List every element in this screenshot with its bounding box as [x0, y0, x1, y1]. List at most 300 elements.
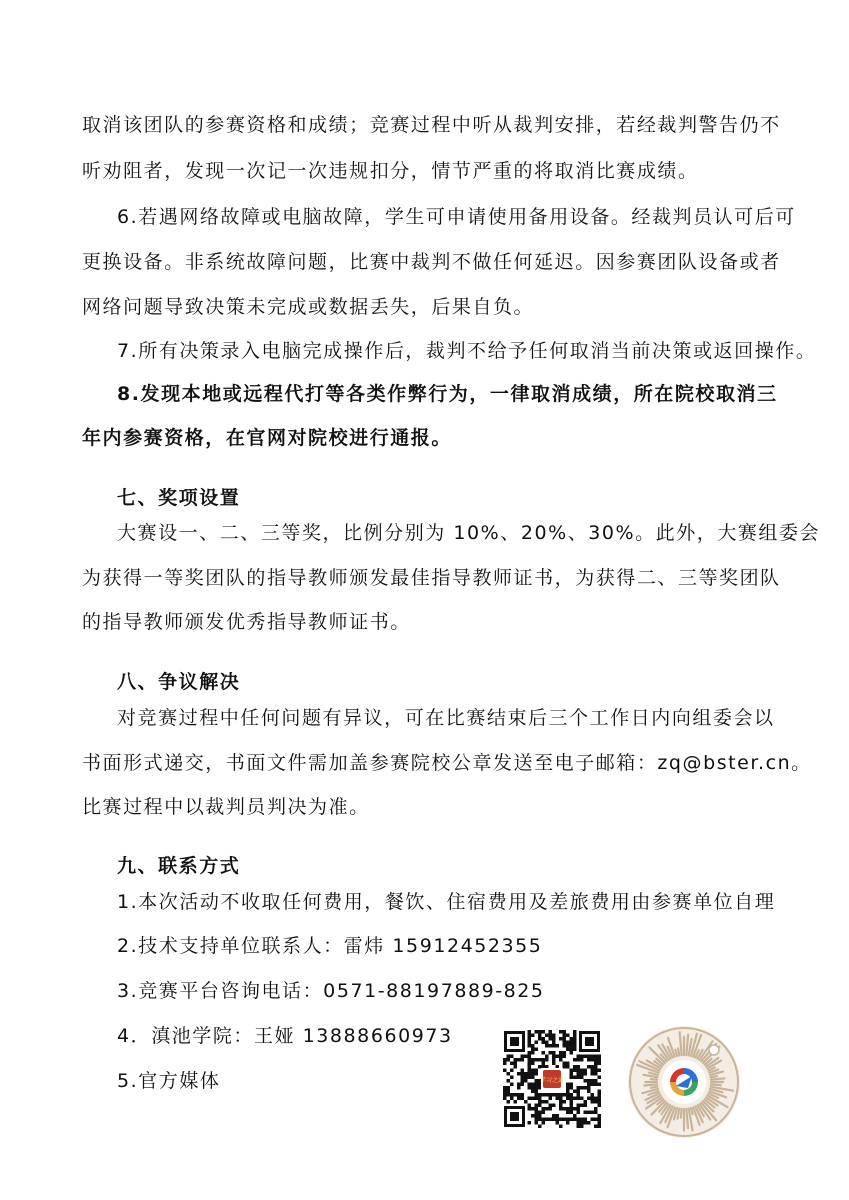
- qr-module: [587, 1065, 591, 1069]
- qr-module: [517, 1083, 521, 1087]
- qr-module: [521, 1079, 525, 1083]
- mini-program-ray: [681, 1109, 682, 1118]
- qr-module: [535, 1058, 539, 1062]
- qr-module: [573, 1048, 577, 1052]
- qr-module: [545, 1034, 549, 1038]
- qr-module: [577, 1125, 581, 1129]
- qr-module: [531, 1083, 535, 1087]
- qr-module: [559, 1107, 563, 1111]
- qr-module: [549, 1118, 553, 1122]
- qr-module: [591, 1058, 595, 1062]
- qr-module: [591, 1083, 595, 1087]
- qr-module: [549, 1037, 553, 1041]
- qr-module: [545, 1058, 549, 1062]
- awards-line: 为获得一等奖团队的指导教师颁发最佳指导教师证书，为获得二、三等奖团队: [82, 567, 781, 589]
- qr-module: [594, 1111, 598, 1115]
- qr-module: [531, 1051, 535, 1055]
- qr-module: [535, 1072, 539, 1076]
- qr-module: [531, 1097, 535, 1101]
- qr-module: [503, 1058, 507, 1062]
- qr-module: [542, 1118, 546, 1122]
- qr-module: [535, 1069, 539, 1073]
- qr-module: [503, 1086, 507, 1090]
- qr-module: [580, 1069, 584, 1073]
- qr-module: [528, 1107, 532, 1111]
- qr-module: [535, 1090, 539, 1094]
- qr-module: [577, 1111, 581, 1115]
- qr-module: [577, 1121, 581, 1125]
- qr-module: [577, 1104, 581, 1108]
- qr-module: [587, 1083, 591, 1087]
- contact-item: 5.官方媒体: [117, 1070, 221, 1092]
- mini-program-logo: [670, 1068, 698, 1096]
- qr-module: [507, 1072, 511, 1076]
- qr-module: [552, 1034, 556, 1038]
- qr-module: [594, 1097, 598, 1101]
- qr-module: [514, 1062, 518, 1066]
- qr-module: [542, 1121, 546, 1125]
- qr-module: [587, 1086, 591, 1090]
- qr-module: [591, 1072, 595, 1076]
- qr-module: [591, 1055, 595, 1059]
- qr-module: [556, 1097, 560, 1101]
- qr-module: [563, 1107, 567, 1111]
- qr-module: [570, 1107, 574, 1111]
- mini-program-ray: [678, 1048, 679, 1055]
- qr-module: [594, 1069, 598, 1073]
- qr-module: [538, 1118, 542, 1122]
- qr-module: [598, 1118, 602, 1122]
- qr-module: [584, 1118, 588, 1122]
- mini-program-ray: [711, 1078, 725, 1079]
- qr-module: [514, 1100, 518, 1104]
- qr-module: [507, 1055, 511, 1059]
- qr-module: [577, 1107, 581, 1111]
- qr-module: [573, 1037, 577, 1041]
- qr-module: [566, 1062, 570, 1066]
- qr-module: [563, 1055, 567, 1059]
- qr-module: [542, 1093, 546, 1097]
- qr-module: [542, 1037, 546, 1041]
- qr-module: [598, 1100, 602, 1104]
- qr-module: [528, 1062, 532, 1066]
- qr-module: [531, 1086, 535, 1090]
- qr-module: [545, 1065, 549, 1069]
- qr-module: [535, 1121, 539, 1125]
- qr-module: [563, 1044, 567, 1048]
- qr-module: [545, 1044, 549, 1048]
- qr-module: [556, 1114, 560, 1118]
- qr-module: [514, 1093, 518, 1097]
- qr-module: [549, 1034, 553, 1038]
- qr-module: [573, 1069, 577, 1073]
- qr-module: [570, 1086, 574, 1090]
- qr-module: [549, 1107, 553, 1111]
- qr-module: [584, 1100, 588, 1104]
- dispute-line: 书面形式递交，书面文件需加盖参赛院校公章发送至电子邮箱：zq@bster.cn。: [82, 752, 812, 774]
- qr-module: [570, 1083, 574, 1087]
- qr-module: [535, 1104, 539, 1108]
- qr-module: [510, 1083, 514, 1087]
- qr-module: [570, 1072, 574, 1076]
- qr-module: [573, 1034, 577, 1038]
- qr-module: [503, 1062, 507, 1066]
- qr-module: [545, 1118, 549, 1122]
- qr-module: [545, 1100, 549, 1104]
- qr-module: [577, 1090, 581, 1094]
- qr-module: [559, 1051, 563, 1055]
- contact-item: 4．滇池学院：王娅 13888660973: [117, 1025, 453, 1047]
- contact-item: 2.技术支持单位联系人：雷炜 15912452355: [117, 935, 543, 957]
- qr-module: [535, 1041, 539, 1045]
- qr-module: [591, 1065, 595, 1069]
- qr-module: [570, 1097, 574, 1101]
- qr-module: [538, 1093, 542, 1097]
- qr-module: [517, 1086, 521, 1090]
- qr-module: [577, 1069, 581, 1073]
- mini-program-corner-icon: [709, 1045, 719, 1055]
- qr-module: [552, 1041, 556, 1045]
- qr-module: [598, 1055, 602, 1059]
- qr-module: [545, 1093, 549, 1097]
- qr-module: [552, 1044, 556, 1048]
- qr-module: [531, 1114, 535, 1118]
- qr-module: [549, 1030, 553, 1034]
- qr-module: [559, 1118, 563, 1122]
- qr-module: [517, 1093, 521, 1097]
- qr-module: [531, 1062, 535, 1066]
- qr-module: [538, 1030, 542, 1034]
- qr-module: [570, 1044, 574, 1048]
- qr-module: [510, 1097, 514, 1101]
- qr-module: [598, 1104, 602, 1108]
- qr-module: [545, 1055, 549, 1059]
- qr-module: [552, 1058, 556, 1062]
- qr-module: [584, 1111, 588, 1115]
- qr-module: [521, 1069, 525, 1073]
- qr-module: [570, 1104, 574, 1108]
- qr-module: [549, 1093, 553, 1097]
- mini-program-ray: [711, 1084, 721, 1085]
- qr-module: [503, 1090, 507, 1094]
- qr-module: [542, 1058, 546, 1062]
- qr-module: [594, 1083, 598, 1087]
- qr-module: [503, 1097, 507, 1101]
- qr-module: [507, 1079, 511, 1083]
- rule-8-line: 年内参赛资格，在官网对院校进行通报。: [82, 427, 452, 449]
- qr-module: [598, 1076, 602, 1080]
- qr-module: [573, 1118, 577, 1122]
- qr-module: [598, 1121, 602, 1125]
- qr-module: [580, 1097, 584, 1101]
- qr-module: [570, 1118, 574, 1122]
- qr-module: [570, 1041, 574, 1045]
- qr-module: [566, 1107, 570, 1111]
- qr-module: [566, 1097, 570, 1101]
- qr-module: [556, 1065, 560, 1069]
- qr-module: [580, 1125, 584, 1129]
- qr-module: [598, 1069, 602, 1073]
- qr-module: [598, 1114, 602, 1118]
- qr-module: [510, 1093, 514, 1097]
- qr-module: [538, 1111, 542, 1115]
- qr-module: [580, 1086, 584, 1090]
- qr-module: [524, 1072, 528, 1076]
- qr-module: [521, 1097, 525, 1101]
- qr-module: [577, 1097, 581, 1101]
- qr-module: [545, 1041, 549, 1045]
- mini-program-ray: [651, 1087, 657, 1088]
- mini-program-ray: [644, 1084, 657, 1085]
- awards-heading: 七、奖项设置: [117, 487, 241, 509]
- qr-module: [591, 1100, 595, 1104]
- qr-module: [559, 1058, 563, 1062]
- qr-module: [591, 1079, 595, 1083]
- qr-module: [573, 1041, 577, 1045]
- qr-module: [514, 1058, 518, 1062]
- qr-module: [587, 1090, 591, 1094]
- qr-module: [535, 1030, 539, 1034]
- qr-module: [528, 1065, 532, 1069]
- text-line: 听劝阻者，发现一次记一次违规扣分，情节严重的将取消比赛成绩。: [82, 160, 699, 182]
- qr-module: [556, 1118, 560, 1122]
- qr-module: [566, 1083, 570, 1087]
- qr-module: [591, 1097, 595, 1101]
- qr-module: [528, 1037, 532, 1041]
- qr-module: [538, 1034, 542, 1038]
- qr-module: [594, 1079, 598, 1083]
- qr-module: [521, 1072, 525, 1076]
- qr-module: [580, 1072, 584, 1076]
- qr-module: [528, 1072, 532, 1076]
- qr-module: [535, 1079, 539, 1083]
- qr-module: [528, 1104, 532, 1108]
- qr-module: [570, 1037, 574, 1041]
- qr-module: [507, 1100, 511, 1104]
- qr-module: [594, 1065, 598, 1069]
- qr-module: [503, 1093, 507, 1097]
- qr-module: [570, 1048, 574, 1052]
- qr-module: [521, 1093, 525, 1097]
- qr-module: [538, 1104, 542, 1108]
- contact-item: 3.竞赛平台咨询电话：0571-88197889-825: [117, 980, 545, 1002]
- qr-module: [531, 1107, 535, 1111]
- qr-module: [552, 1062, 556, 1066]
- qr-module: [570, 1100, 574, 1104]
- qr-module: [559, 1097, 563, 1101]
- qr-module: [587, 1058, 591, 1062]
- qr-module: [524, 1079, 528, 1083]
- qr-module: [580, 1076, 584, 1080]
- qr-module: [556, 1093, 560, 1097]
- qr-module: [528, 1083, 532, 1087]
- qr-module: [521, 1083, 525, 1087]
- qr-module: [580, 1118, 584, 1122]
- qr-module: [563, 1093, 567, 1097]
- dispute-line: 比赛过程中以裁判员判决为准。: [82, 796, 370, 818]
- qr-module: [517, 1097, 521, 1101]
- qr-module: [510, 1069, 514, 1073]
- qr-module: [584, 1086, 588, 1090]
- qr-module: [577, 1065, 581, 1069]
- qr-module: [559, 1125, 563, 1129]
- qr-module: [580, 1104, 584, 1108]
- qr-module: [591, 1118, 595, 1122]
- qr-module: [566, 1041, 570, 1045]
- qr-module: [528, 1069, 532, 1073]
- qr-module: [535, 1048, 539, 1052]
- qr-module: [580, 1121, 584, 1125]
- qr-module: [538, 1125, 542, 1129]
- qr-module: [594, 1058, 598, 1062]
- qr-module: [594, 1072, 598, 1076]
- qr-module: [528, 1058, 532, 1062]
- text-line: 取消该团队的参赛资格和成绩；竞赛过程中听从裁判安排，若经裁判警告仍不: [82, 114, 781, 136]
- qr-module: [507, 1090, 511, 1094]
- qr-module: [542, 1111, 546, 1115]
- qr-module: [573, 1114, 577, 1118]
- qr-module: [566, 1118, 570, 1122]
- qr-module: [584, 1121, 588, 1125]
- qr-module: [503, 1069, 507, 1073]
- qr-module: [570, 1051, 574, 1055]
- qr-module: [559, 1055, 563, 1059]
- qr-module: [535, 1093, 539, 1097]
- qr-module: [573, 1107, 577, 1111]
- qr-module: [587, 1097, 591, 1101]
- qr-module: [598, 1097, 602, 1101]
- qr-module: [566, 1044, 570, 1048]
- qr-module: [577, 1055, 581, 1059]
- qr-module: [538, 1086, 542, 1090]
- qr-code-image: [503, 1030, 601, 1128]
- qr-module: [528, 1076, 532, 1080]
- qr-module: [559, 1030, 563, 1034]
- qr-module: [566, 1048, 570, 1052]
- qr-module: [566, 1065, 570, 1069]
- qr-module: [563, 1065, 567, 1069]
- qr-module: [521, 1076, 525, 1080]
- qr-module: [566, 1111, 570, 1115]
- qr-module: [594, 1118, 598, 1122]
- qr-module: [535, 1086, 539, 1090]
- qr-module: [577, 1093, 581, 1097]
- qr-module: [524, 1055, 528, 1059]
- qr-module: [570, 1093, 574, 1097]
- qr-module: [528, 1044, 532, 1048]
- qr-module: [594, 1055, 598, 1059]
- qr-module: [573, 1065, 577, 1069]
- qr-module: [584, 1069, 588, 1073]
- rule-6-line: 网络问题导致决策未完成或数据丢失，后果自负。: [82, 296, 535, 318]
- qr-module: [538, 1058, 542, 1062]
- qr-module: [577, 1118, 581, 1122]
- mini-program-ray: [651, 1079, 657, 1080]
- qr-module: [510, 1062, 514, 1066]
- qr-module: [566, 1121, 570, 1125]
- qr-module: [538, 1097, 542, 1101]
- qr-module: [535, 1083, 539, 1087]
- qr-module: [552, 1093, 556, 1097]
- contact-heading: 九、联系方式: [117, 855, 241, 877]
- qr-module: [577, 1072, 581, 1076]
- qr-module: [570, 1111, 574, 1115]
- qr-module: [594, 1125, 598, 1129]
- qr-module: [552, 1104, 556, 1108]
- qr-module: [552, 1114, 556, 1118]
- qr-module: [542, 1041, 546, 1045]
- qr-module: [531, 1072, 535, 1076]
- qr-module: [598, 1090, 602, 1094]
- qr-module: [542, 1107, 546, 1111]
- qr-module: [591, 1111, 595, 1115]
- qr-module: [556, 1055, 560, 1059]
- qr-module: [580, 1055, 584, 1059]
- rule-6-line: 更换设备。非系统故障问题，比赛中裁判不做任何延迟。因参赛团队设备或者: [82, 251, 781, 273]
- qr-module: [535, 1107, 539, 1111]
- qr-module: [573, 1030, 577, 1034]
- qr-logo-text: 学习之道: [539, 1077, 565, 1084]
- qr-module: [531, 1069, 535, 1073]
- qr-module: [594, 1107, 598, 1111]
- qr-module: [573, 1076, 577, 1080]
- qr-module: [549, 1097, 553, 1101]
- qr-module: [566, 1034, 570, 1038]
- qr-module: [538, 1037, 542, 1041]
- qr-module: [531, 1044, 535, 1048]
- qr-module: [598, 1083, 602, 1087]
- qr-module: [545, 1107, 549, 1111]
- qr-module: [577, 1058, 581, 1062]
- qr-module: [528, 1055, 532, 1059]
- qr-module: [542, 1030, 546, 1034]
- qr-module: [563, 1030, 567, 1034]
- qr-module: [535, 1114, 539, 1118]
- qr-module: [538, 1065, 542, 1069]
- qr-module: [556, 1121, 560, 1125]
- qr-module: [510, 1055, 514, 1059]
- qr-module: [542, 1062, 546, 1066]
- qr-module: [584, 1079, 588, 1083]
- qr-module: [598, 1125, 602, 1129]
- qr-module: [591, 1093, 595, 1097]
- qr-module: [566, 1090, 570, 1094]
- qr-module: [524, 1076, 528, 1080]
- qr-module: [531, 1090, 535, 1094]
- qr-module: [531, 1076, 535, 1080]
- rule-8-line: 8.发现本地或远程代打等各类作弊行为，一律取消成绩，所在院校取消三: [117, 383, 778, 405]
- qr-module: [563, 1062, 567, 1066]
- qr-module: [580, 1058, 584, 1062]
- qr-module: [538, 1100, 542, 1104]
- qr-module: [559, 1100, 563, 1104]
- qr-module: [549, 1051, 553, 1055]
- qr-module: [559, 1104, 563, 1108]
- qr-module: [559, 1037, 563, 1041]
- qr-module: [573, 1058, 577, 1062]
- qr-module: [535, 1111, 539, 1115]
- qr-module: [535, 1097, 539, 1101]
- qr-module: [524, 1100, 528, 1104]
- qr-module: [528, 1034, 532, 1038]
- dispute-heading: 八、争议解决: [117, 671, 241, 693]
- qr-module: [531, 1058, 535, 1062]
- qr-module: [528, 1121, 532, 1125]
- qr-module: [587, 1079, 591, 1083]
- mini-program-ray: [711, 1076, 717, 1077]
- qr-module: [556, 1044, 560, 1048]
- qr-module: [577, 1086, 581, 1090]
